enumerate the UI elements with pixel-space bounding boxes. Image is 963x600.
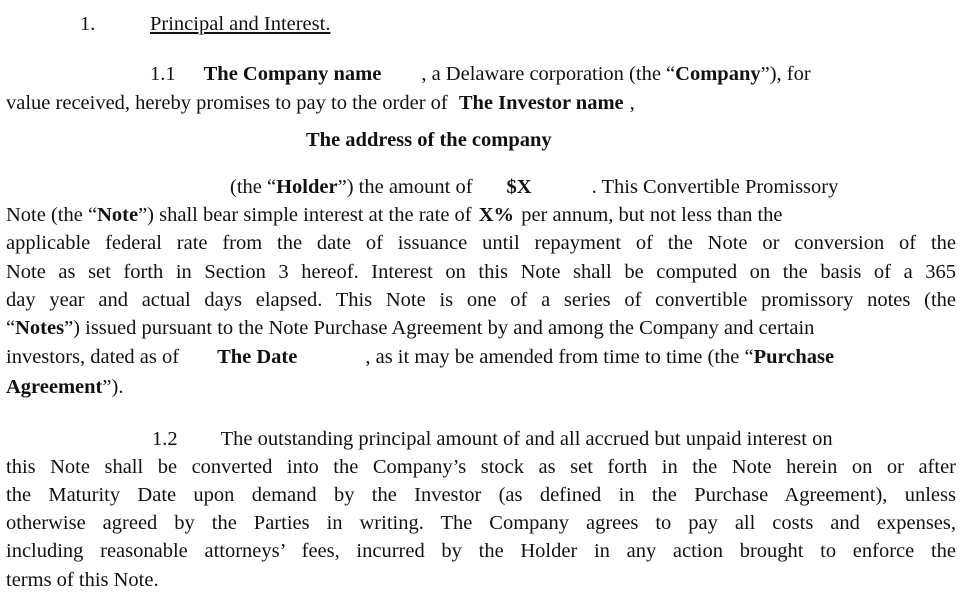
amount-field: $X [506, 176, 532, 198]
line-10-text: investors, dated as of [6, 346, 180, 368]
notes-defined-term: Notes [15, 317, 65, 339]
section-title: Principal and Interest. [150, 13, 331, 35]
para-1-1-line-5 [6, 201, 956, 229]
para-1-1-line-6: applicable federal rate from the date of issuance until repayment of the Note or conversion of the [6, 232, 956, 254]
para-1-1-line-11 [6, 373, 956, 401]
company-address-field: The address of the company [306, 129, 552, 151]
para-1-2-line-1 [152, 425, 955, 453]
holder-defined-term: Holder [276, 176, 338, 198]
investor-name-field: The Investor name [458, 92, 624, 114]
agreement-defined-term: Agreement [6, 376, 103, 398]
line-2-text: value received, hereby promises to pay to the order of [6, 92, 448, 114]
para-1-1-line-1 [150, 60, 955, 88]
para-1-2-number: 1.2 [152, 428, 178, 450]
para-1-2-text: The outstanding principal amount of and all accrued but unpaid interest on [220, 428, 833, 450]
line-9-open-quote: “ [6, 317, 16, 339]
line-4-mid: ”) the amount of [337, 176, 473, 198]
line-4-text: (the “ [230, 176, 277, 198]
note-defined-term: Note [97, 204, 139, 226]
para-1-1-line-10 [6, 343, 956, 371]
line-5-mid: ”) shall bear simple interest at the rate of [138, 204, 472, 226]
para-1-1-line-2 [6, 89, 956, 117]
line-9-text: ”) issued pursuant to the Note Purchase Agreement by and among the Company and certain [64, 317, 815, 339]
para-1-1-line-7: Note as set forth in Section 3 hereof. Interest on this Note shall be computed on the basis of a 365 [6, 261, 956, 283]
para-1-2-line-4: otherwise agreed by the Parties in writing. The Company agrees to pay all costs and expenses, [6, 512, 956, 534]
line-5-end: per annum, but not less than the [521, 204, 783, 226]
para-1-1-line-4 [230, 173, 956, 201]
para-1-2-line-2: this Note shall be converted into the Company’s stock as set forth in the Note herein on or after [6, 456, 956, 478]
company-defined-term: Company [675, 63, 761, 85]
line-5-text: Note (the “ [6, 204, 98, 226]
line-1-end: ”), for [760, 63, 811, 85]
line-10-mid: , as it may be amended from time to time (the “ [365, 346, 754, 368]
line-11-end: ”). [102, 376, 124, 398]
company-name-field: The Company name [203, 63, 382, 85]
para-1-2-line-3: the Maturity Date upon demand by the Investor (as defined in the Purchase Agreement), unless [6, 484, 956, 506]
date-field: The Date [217, 346, 298, 368]
line-2-end: , [629, 92, 635, 114]
para-1-1-line-9 [6, 314, 956, 342]
para-1-2-line-6: terms of this Note. [6, 569, 159, 591]
para-1-2-line-5: including reasonable attorneys’ fees, incurred by the Holder in any action brought to enforce the [6, 540, 956, 562]
para-1-1-line-8: day year and actual days elapsed. This Note is one of a series of convertible promissory notes (the [6, 289, 956, 311]
purchase-defined-term: Purchase [753, 346, 835, 368]
line-4-end: . This Convertible Promissory [591, 176, 839, 198]
para-1-1-number: 1.1 [150, 63, 176, 85]
line-1-text: , a Delaware corporation (the “ [421, 63, 676, 85]
section-number: 1. [80, 13, 96, 35]
rate-field: X% [478, 204, 515, 226]
